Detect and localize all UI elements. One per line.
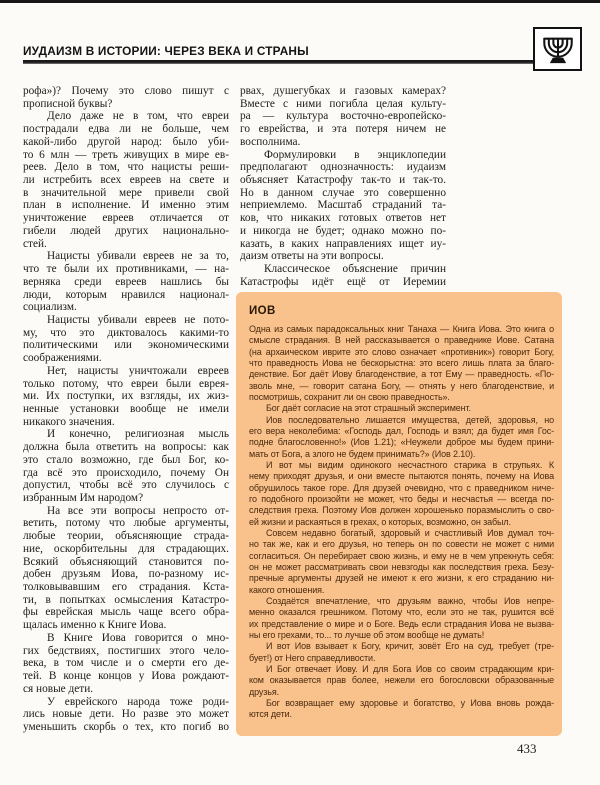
- text-line: их представление о мире и о Боге. Ведь если страдания Иова не вызва-: [249, 618, 554, 629]
- paragraph: [240, 85, 446, 149]
- text-line: ей жизни и раскаяться в грехах, о которых, возможно, он забыл.: [249, 516, 511, 527]
- text-line: Всякий объясняющий становится по-: [23, 555, 229, 568]
- text-line: ся новые дети.: [23, 682, 94, 695]
- text-line: рвах, душегубках и газовых камерах?: [240, 85, 446, 97]
- text-line: Бог даёт согласие на этот страшный эксперимент.: [266, 403, 471, 414]
- text-line: политическими или экономическими: [23, 339, 229, 352]
- text-line: го подобного произойти не может, что беды и несчастья — всегда по-: [249, 493, 554, 504]
- paragraph: [249, 460, 554, 528]
- page-top-edge-line: [0, 0, 600, 3]
- text-line: пострадали едва ли не больше, чем: [23, 123, 229, 136]
- text-line: ветить, потому что любые аргументы,: [23, 517, 229, 530]
- text-line: ны его грехами, то... то лучше об этом вообще не думать!: [249, 629, 485, 640]
- paragraph: [23, 632, 229, 696]
- text-line: зволь мне, — говорит сатана Богу, — отнять у него благоденствие, и: [249, 380, 554, 391]
- text-line: что те были их противниками, — на-: [23, 263, 229, 276]
- text-line: На все эти вопросы непросто от-: [47, 504, 229, 517]
- left-column: [23, 85, 229, 734]
- running-header: ИУДАИЗМ В ИСТОРИИ: ЧЕРЕЗ ВЕКА И СТРАНЫ: [23, 44, 309, 58]
- text-line: ются дети.: [249, 709, 292, 720]
- text-line: Бог возвращает ему здоровье и богатство, у Иова вновь рожда-: [266, 697, 554, 708]
- paragraph: [249, 324, 554, 403]
- text-line: У еврейского народа тоже роди-: [47, 695, 229, 708]
- text-line: добен друзьям Иова, по-разному ис-: [23, 568, 229, 581]
- text-line: му, что это диктовалось какими-то: [23, 326, 229, 339]
- text-line: он не может рассматривать свои невзгоды как последствия греха. Безу-: [249, 561, 554, 572]
- paragraph: [240, 263, 446, 288]
- text-line: Создаётся впечатление, что друзьям важно, чтобы Иов непре-: [266, 595, 554, 606]
- paragraph: [249, 403, 554, 414]
- text-line: И Бог отвечает Иову. И для Бога Иов со своим страдающим кри-: [266, 663, 554, 674]
- text-line: ли истребить всех евреев на свете и: [23, 174, 229, 187]
- paragraph: [249, 641, 554, 664]
- text-line: даизм ответы на эти вопросы.: [240, 250, 384, 263]
- paragraph: [249, 596, 554, 641]
- paragraph: [23, 365, 229, 429]
- text-line: какой-либо другой народ: было уби-: [23, 135, 229, 148]
- text-line: восполнима.: [240, 135, 301, 148]
- text-line: ти, в попытках осмысления Катастро-: [23, 593, 229, 606]
- text-line: уничтожение евреев отличается от: [23, 212, 229, 225]
- right-column: [240, 85, 446, 289]
- text-line: пречные аргументы друзей не имеют к его жизни, к его страданию ни-: [249, 573, 554, 584]
- text-line: и никогда не будет; однако можно по-: [240, 224, 446, 237]
- text-line: согласиться. Он перебирает свою жизнь, и ему не в чем упрекнуть себя:: [249, 550, 554, 561]
- text-line: посмотришь, сохранит ли он свою праведность».: [249, 391, 450, 402]
- text-line: Вместе с ними погибла целая культу-: [240, 97, 446, 110]
- text-line: щалась именно к Книге Иова.: [23, 619, 167, 632]
- text-line: И вот мы видим одинокого несчастного старика в струпьях. К: [266, 459, 554, 470]
- text-line: Но в данном случае это совершенно: [240, 186, 446, 199]
- paragraph: [249, 528, 554, 596]
- text-line: гих бедствиях, постигших этого чело-: [23, 644, 229, 657]
- text-line: века, в том числе и о смерти его де-: [23, 657, 229, 670]
- text-line: любые теории, объясняющие страда-: [23, 530, 229, 543]
- header-rule: [23, 60, 533, 64]
- text-line: лись новые дети. Но разве это может: [23, 708, 229, 721]
- text-line: допустил, чтобы всё это случилось с: [23, 479, 229, 492]
- text-line: социализм.: [23, 301, 77, 314]
- job-box-body: [249, 324, 554, 720]
- text-line: бует!) от Него справедливости.: [249, 652, 376, 663]
- text-line: го еврейства, и эта потеря ничем не: [240, 123, 446, 136]
- paragraph: [249, 415, 554, 460]
- text-line: И вот Иов взывает к Богу, кричит, зовёт Его на суд, требует (тре-: [266, 641, 554, 652]
- text-line: ком оказывается прав более, нежели его богословски образованные: [249, 675, 554, 686]
- text-line: денствие. Бог даёт Иову благоденствие, а тот Ему — праведность. «По-: [249, 369, 554, 380]
- text-line: ми. Их поступки, их взгляды, их жиз-: [23, 390, 229, 403]
- text-line: должна была ответить на вопросы: как: [23, 441, 229, 454]
- menorah-icon: [539, 31, 577, 67]
- text-line: нему приходят друзья, и они вместе пытаются понять, почему на Иова: [249, 471, 554, 482]
- paragraph: [23, 428, 229, 504]
- text-line: то 6 млн — треть живущих в мире ев-: [23, 148, 229, 161]
- text-line: подне благословенно!» (Иов 1.21); «Неужели доброе мы будем прини-: [249, 437, 554, 448]
- text-line: В Книге Иова говорится о мно-: [47, 631, 229, 644]
- text-line: верняка среди евреев нашлись бы: [23, 275, 229, 288]
- job-sidebar-box: [236, 292, 562, 736]
- paragraph: [240, 149, 446, 263]
- text-line: Классическое объяснение причин: [264, 263, 446, 276]
- paragraph: [249, 664, 554, 698]
- text-line: казать, в каких направлениях ищет иу-: [240, 237, 446, 250]
- text-line: Нет, нацисты уничтожали евреев: [47, 364, 229, 377]
- text-line: какого отношения.: [249, 584, 325, 595]
- paragraph: [23, 696, 229, 734]
- paragraph: [23, 505, 229, 632]
- text-line: стей.: [23, 237, 47, 250]
- text-line: никакого значения.: [23, 415, 115, 428]
- sidebar-title: ИОВ: [249, 305, 276, 317]
- text-line: гда всё это происходило, почему Он: [23, 466, 229, 479]
- text-line: менно оказался грешником. Потому что, если это не так, рушится всё: [249, 607, 554, 618]
- text-line: Совсем недавно богатый, здоровый и счастливый Иов думал точ-: [266, 527, 554, 538]
- text-line: фы еврейская мысль чаще всего обра-: [23, 606, 229, 619]
- text-line: И конечно, религиозная мысль: [47, 428, 229, 441]
- text-line: Нацисты убивали евреев не пото-: [47, 313, 229, 326]
- page-number: 433: [517, 741, 537, 756]
- text-line: соображениями.: [23, 352, 102, 365]
- text-line: Дело даже не в том, что евреи: [47, 110, 229, 123]
- text-line: ненные установки вообще не имели: [23, 402, 229, 415]
- paragraph: [23, 85, 229, 110]
- text-line: избранным Им народом?: [23, 492, 144, 504]
- text-line: ние, оскорбительны для страдающих.: [23, 542, 229, 555]
- text-line: гибели людей других национально-: [23, 224, 229, 237]
- text-line: Иов последовательно лишается имущества, детей, здоровья, но: [266, 414, 554, 425]
- text-line: ков, что никаких готовых ответов нет: [240, 212, 446, 225]
- text-line: предполагают однозначность: иудаизм: [240, 161, 446, 174]
- text-line: его вера неколебима: «Господь дал, Господь и взял; да будет имя Гос-: [249, 425, 554, 436]
- text-line: Одна из самых парадоксальных книг Танаха — Книга Иова. Это книга о: [249, 324, 554, 334]
- text-line: реев. Дело в том, что нацисты реши-: [23, 161, 229, 174]
- text-line: мать от Бога, а злого не будем принимать?» (Иов 2.10).: [249, 448, 476, 459]
- text-line: это стало возможно, где был Бог, ко-: [23, 453, 229, 466]
- paragraph: [249, 698, 554, 721]
- paragraph: [23, 110, 229, 250]
- text-line: люди, которым нравился национал-: [23, 288, 229, 301]
- text-line: ра — культура восточно-европейско-: [240, 110, 446, 123]
- text-line: следствия греха. Поэтому Иов должен хорошенько поразмыслить о сво-: [249, 505, 554, 516]
- text-line: Формулировки в энциклопедии: [264, 148, 446, 161]
- text-line: смысле страдания. В ней рассказывается о праведнике Иове. Сатана: [249, 335, 554, 346]
- text-line: обрушилось такое горе. Для друзей очевидно, что с праведником ниче-: [249, 482, 554, 493]
- text-line: толковывавшим его страдания. Кста-: [23, 581, 229, 594]
- text-line: Катастрофы идёт ещё от Иеремии: [240, 275, 446, 288]
- text-line: уменьшить скорбь о тех, кто погиб во: [23, 720, 229, 733]
- text-line: объясняет Катастрофу так-то и так-то.: [240, 174, 446, 187]
- paragraph: [23, 250, 229, 314]
- menorah-frame: [533, 27, 582, 71]
- text-line: в значительной мере привели свой: [23, 186, 229, 199]
- text-line: Нацисты убивали евреев не за то,: [47, 250, 229, 263]
- text-line: но так же, как и его друзья, но теперь он по совести не может с ними: [249, 539, 554, 550]
- text-line: (на архаическом иврите это слово означает «противник») говорит Богу,: [249, 346, 554, 357]
- text-line: друзья.: [249, 686, 280, 697]
- text-line: только потому, что евреи были еврея-: [23, 377, 229, 390]
- text-line: рофа»)? Почему это слово пишут с: [23, 85, 229, 97]
- text-line: что праведность Иова не бескорыстна: это всего лишь плата за благо-: [249, 357, 554, 368]
- paragraph: [23, 314, 229, 365]
- text-line: тей. В конце концов у Иова рождают-: [23, 670, 229, 683]
- text-line: неприемлемо. Масштаб страданий та-: [240, 199, 446, 212]
- text-line: прописной буквы?: [23, 97, 113, 110]
- text-line: план в исполнение. И именно этим: [23, 199, 229, 212]
